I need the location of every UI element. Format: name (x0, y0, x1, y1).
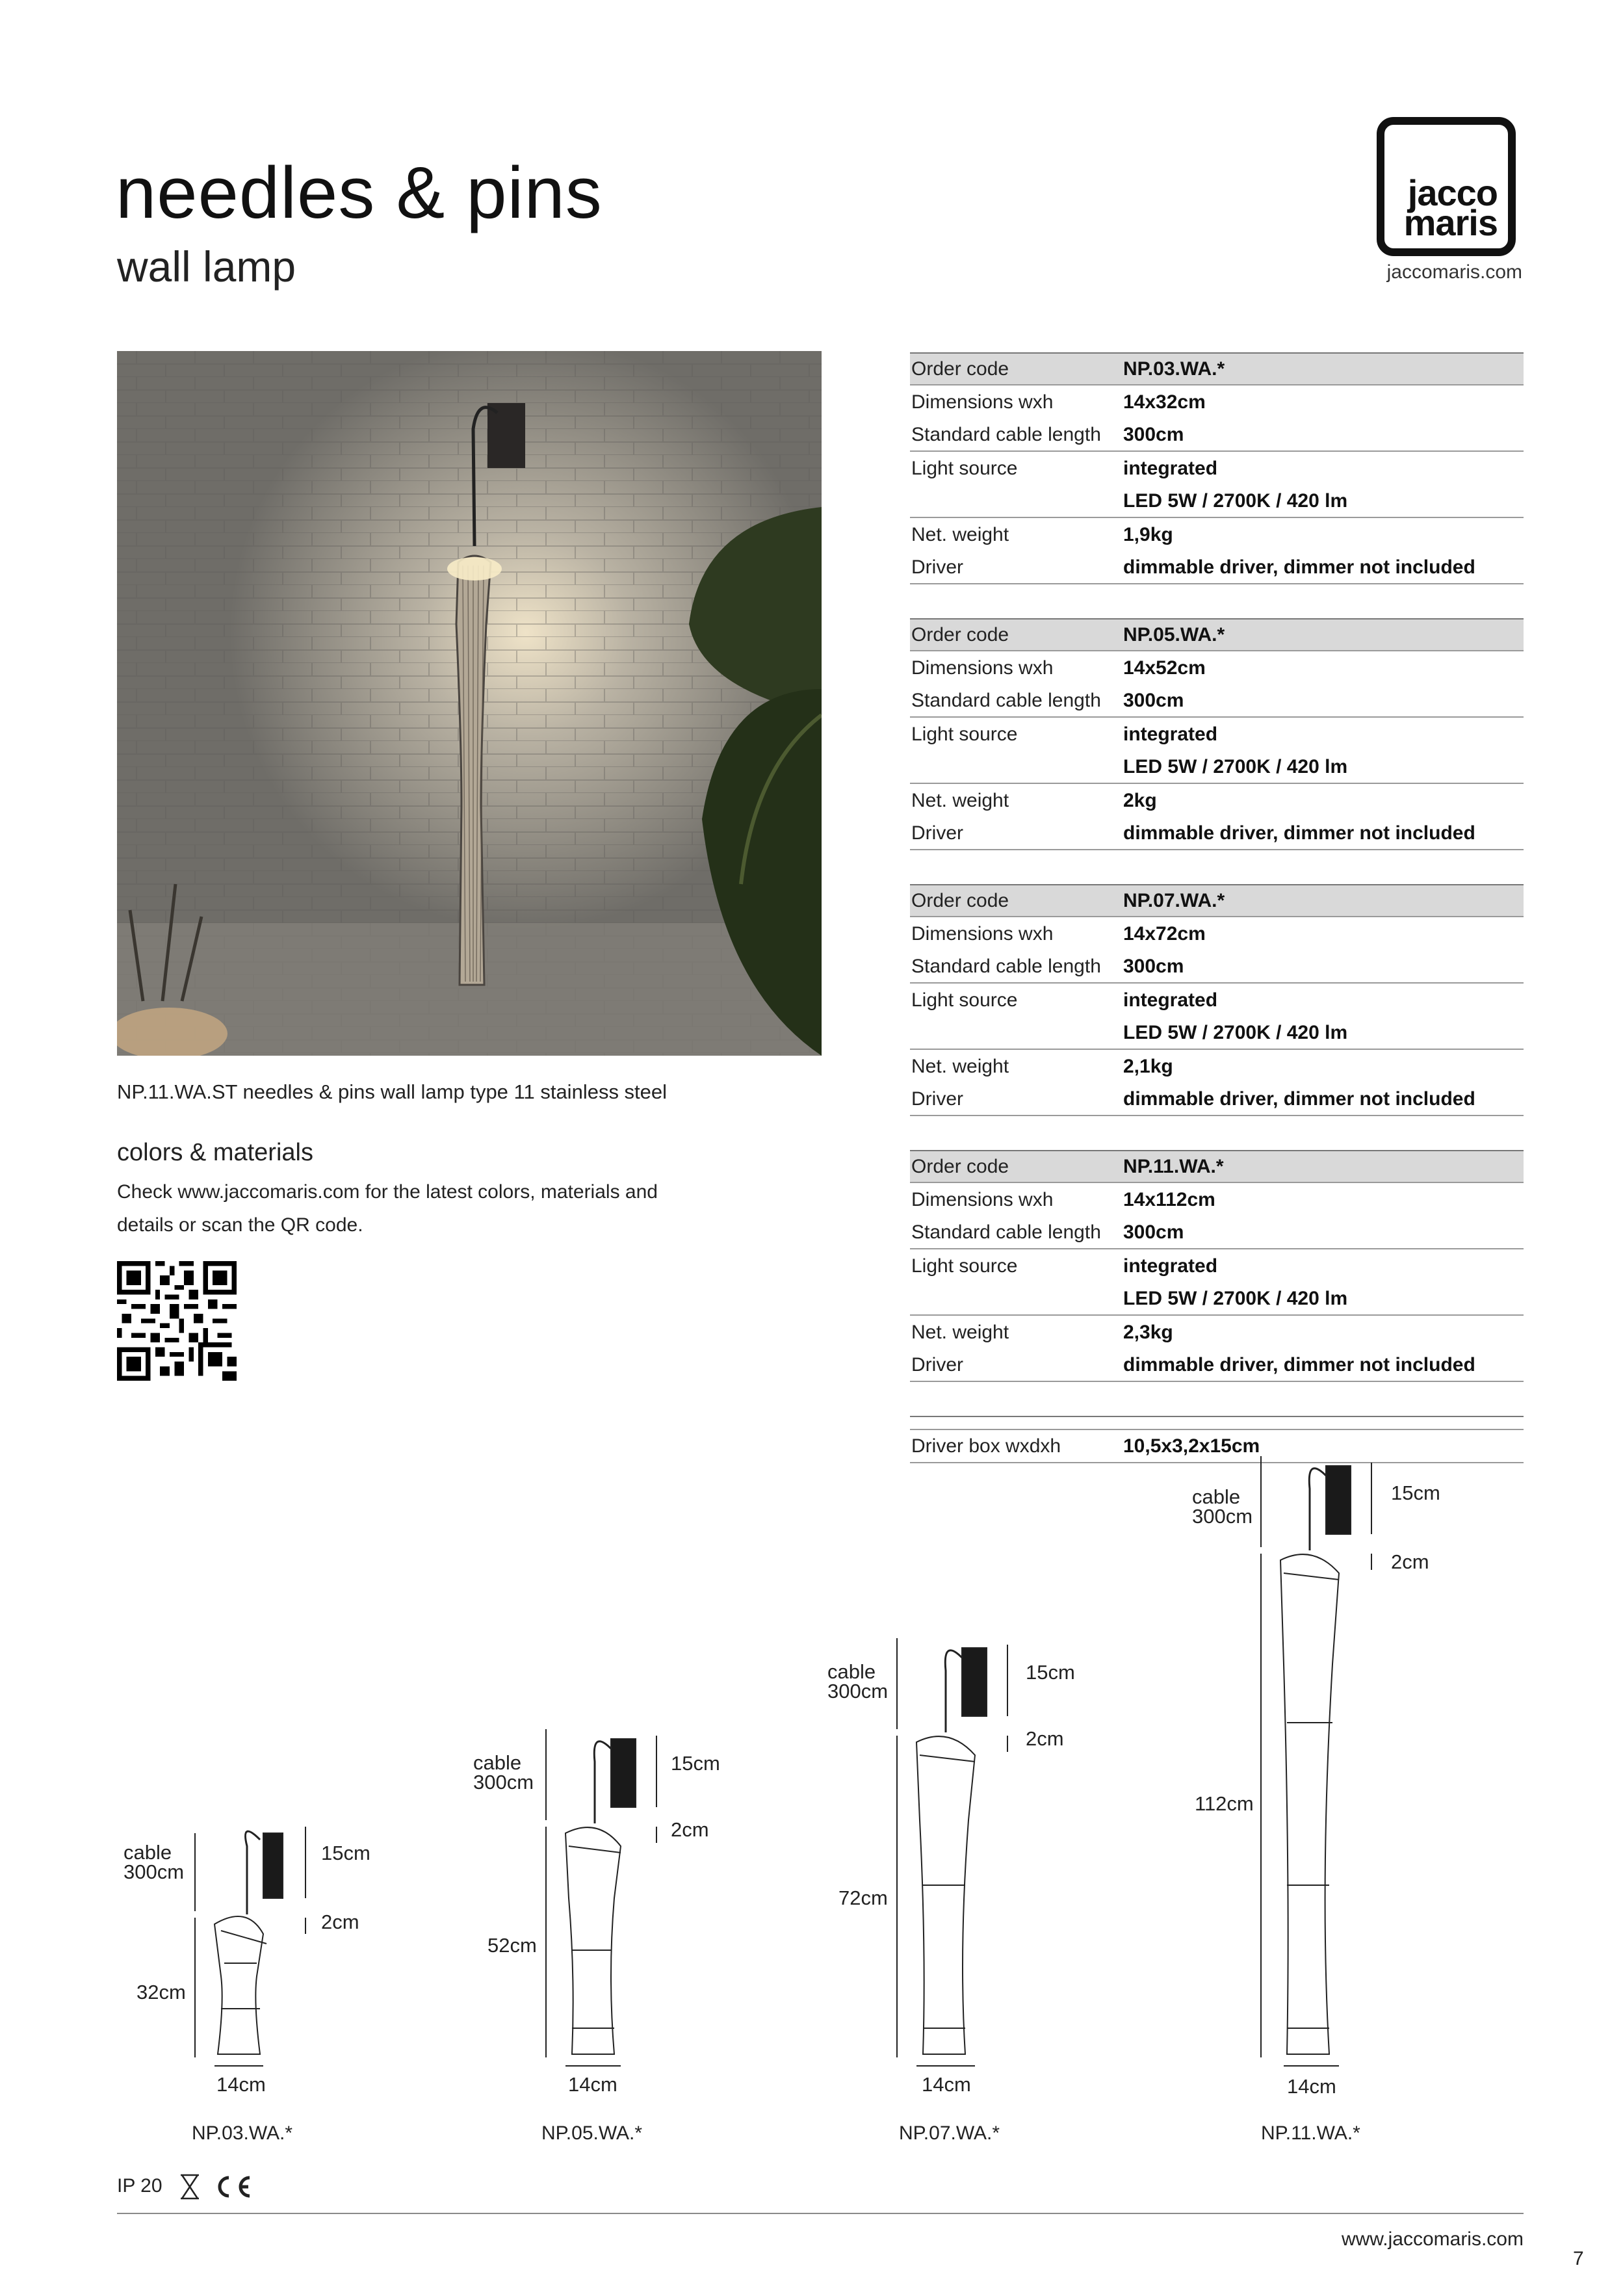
spec-row-driver: Driver dimmable driver, dimmer not included (910, 551, 1524, 584)
np07-height: 72cm (838, 1886, 888, 1909)
np11-height: 112cm (1195, 1792, 1254, 1815)
technical-drawings (0, 1443, 1623, 2145)
spec-row-driver-box: Driver box wxdxh 10,5x3,2x15cm (910, 1430, 1524, 1463)
spec-row-order: Order code NP.05.WA.* (910, 618, 1524, 651)
np03-code: NP.03.WA.* (192, 2122, 293, 2144)
footer-url[interactable]: www.jaccomaris.com (1341, 2228, 1524, 2250)
spec-row-cable: Standard cable length 300cm (910, 950, 1524, 984)
spec-row-cable: Standard cable length 300cm (910, 419, 1524, 452)
np03-canopy-height: 15cm (321, 1842, 370, 1864)
np11-canopy-height: 15cm (1391, 1481, 1440, 1504)
spec-row-cable: Standard cable length 300cm (910, 1216, 1524, 1249)
spec-row-light-detail: LED 5W / 2700K / 420 lm (910, 485, 1524, 518)
drawing-np03 (195, 1827, 305, 2066)
spec-row-cable: Standard cable length 300cm (910, 685, 1524, 718)
np07-code: NP.07.WA.* (899, 2122, 1000, 2144)
ip-rating: IP 20 (117, 2172, 261, 2201)
np07-canopy-height: 15cm (1026, 1661, 1075, 1684)
np07-gap: 2cm (1026, 1727, 1064, 1750)
colors-materials-line-2: details or scan the QR code. (117, 1214, 363, 1236)
np05-code: NP.05.WA.* (541, 2122, 643, 2144)
np07-cable-label: cable 300cm (827, 1660, 889, 1702)
np03-height: 32cm (136, 1981, 186, 2003)
spec-row-light-detail: LED 5W / 2700K / 420 lm (910, 1283, 1524, 1316)
spec-row-driver: Driver dimmable driver, dimmer not included (910, 1083, 1524, 1116)
logo-line-1: jacco (1407, 172, 1498, 213)
spec-row-driver: Driver dimmable driver, dimmer not included (910, 1349, 1524, 1382)
spec-row-light: Light source integrated (911, 989, 1218, 1011)
colors-materials-text (117, 1175, 754, 1242)
spec-tables (910, 352, 1524, 1497)
np03-cable-label: cable 300cm (123, 1841, 185, 1883)
np05-gap: 2cm (671, 1818, 709, 1841)
colors-materials-title: colors & materials (117, 1139, 313, 1166)
logo-line-2: maris (1403, 202, 1498, 243)
page-subtitle: wall lamp (117, 242, 296, 291)
spec-table-np11 (910, 1150, 1524, 1382)
np03-width: 14cm (216, 2073, 266, 2096)
spec-table-np07 (910, 884, 1524, 1116)
spec-row-weight: Net. weight 2kg (911, 789, 1157, 811)
drawing-np07 (897, 1638, 1007, 2066)
spec-row-light-detail: LED 5W / 2700K / 420 lm (910, 1017, 1524, 1050)
np05-canopy-height: 15cm (671, 1752, 720, 1775)
photo-caption: NP.11.WA.ST needles & pins wall lamp type 11 stainless steel (117, 1080, 668, 1103)
hourglass-icon (181, 2175, 199, 2198)
drawing-np11 (1261, 1456, 1371, 2066)
certification-icons (177, 2172, 261, 2201)
spec-table-np05 (910, 618, 1524, 850)
footer-divider (117, 2213, 1524, 2214)
spec-row-weight: Net. weight 2,3kg (911, 1321, 1173, 1343)
np11-gap: 2cm (1391, 1550, 1429, 1573)
spec-row-dimensions: Dimensions wxh 14x52cm (911, 657, 1206, 679)
spec-row-weight: Net. weight 1,9kg (911, 523, 1173, 545)
np05-cable-label: cable 300cm (473, 1751, 534, 1794)
np11-width: 14cm (1287, 2075, 1336, 2098)
logo-wordmark (1403, 172, 1498, 243)
spec-row-order: Order code NP.07.WA.* (910, 884, 1524, 917)
spec-row-spacer (910, 1416, 1524, 1430)
spec-row-dimensions: Dimensions wxh 14x112cm (911, 1188, 1215, 1210)
product-photo (117, 351, 822, 1056)
drawing-np05 (546, 1729, 656, 2066)
np03-gap: 2cm (321, 1911, 359, 1933)
spec-row-light: Light source integrated (911, 1255, 1218, 1277)
spec-row-driver: Driver dimmable driver, dimmer not included (910, 817, 1524, 850)
spec-table-np03 (910, 352, 1524, 584)
colors-materials-line-1: Check www.jaccomaris.com for the latest colors, materials and (117, 1181, 658, 1203)
brand-logo (1377, 117, 1516, 256)
spec-row-light-detail: LED 5W / 2700K / 420 lm (910, 751, 1524, 784)
ce-mark-icon (220, 2178, 250, 2196)
spec-row-dimensions: Dimensions wxh 14x72cm (911, 922, 1206, 945)
np05-width: 14cm (568, 2073, 617, 2096)
qr-code[interactable] (117, 1261, 237, 1381)
logo-url: jaccomaris.com (1386, 261, 1522, 283)
np11-code: NP.11.WA.* (1261, 2122, 1360, 2144)
spec-row-weight: Net. weight 2,1kg (911, 1055, 1173, 1077)
page-title: needles & pins (116, 152, 603, 233)
spec-row-order: Order code NP.03.WA.* (910, 352, 1524, 385)
np07-width: 14cm (922, 2073, 971, 2096)
spec-row-light: Light source integrated (911, 457, 1218, 479)
np11-cable-label: cable 300cm (1192, 1485, 1253, 1528)
spec-row-order: Order code NP.11.WA.* (910, 1150, 1524, 1183)
spec-row-dimensions: Dimensions wxh 14x32cm (911, 391, 1206, 413)
spec-row-light: Light source integrated (911, 723, 1218, 745)
np05-height: 52cm (487, 1934, 537, 1957)
page-number: 7 (1573, 2248, 1584, 2269)
